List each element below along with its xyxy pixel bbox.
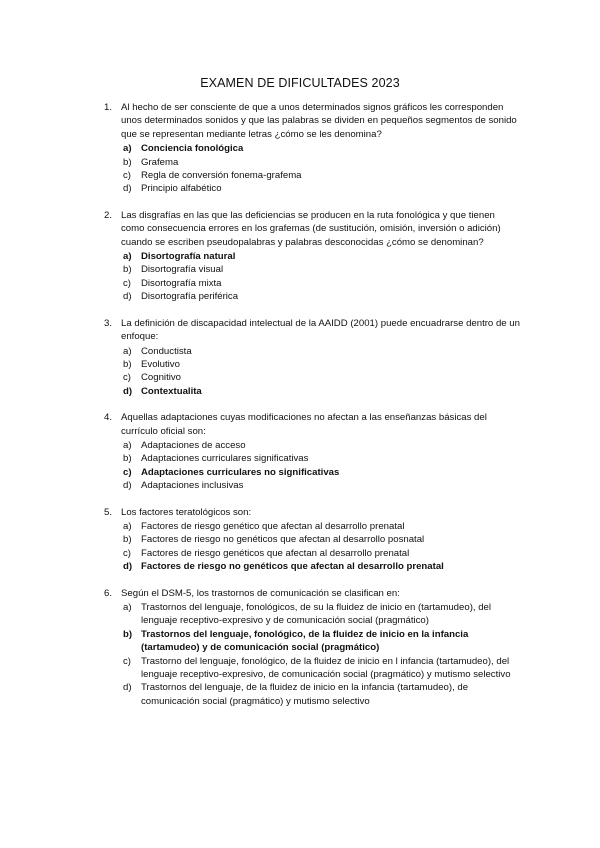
option-list bbox=[100, 601, 520, 708]
option-letter: b) bbox=[123, 264, 132, 276]
option-text: Principio alfabético bbox=[141, 183, 222, 195]
question-number: 1. bbox=[104, 102, 113, 113]
option-letter: b) bbox=[123, 628, 133, 640]
option-letter: b) bbox=[123, 358, 132, 370]
option-text: Factores de riesgo genéticos que afectan al desarrollo prenatal bbox=[141, 547, 410, 559]
option-list bbox=[100, 250, 520, 304]
answer-option bbox=[100, 533, 520, 546]
option-letter: a) bbox=[123, 345, 132, 357]
answer-option bbox=[100, 452, 520, 465]
option-text: Cognitivo bbox=[141, 372, 181, 384]
question-text: Las disgrafías en las que las deficiencias se producen en la ruta fonológica y que tienen como consecuencia errores en los grafemas (de sustitución, omisión, inversión o adición) cuando se escriben pseudopalabras y palabras desconocidas ¿cómo se denominan? bbox=[121, 209, 501, 248]
option-letter: a) bbox=[123, 439, 132, 451]
answer-option bbox=[100, 655, 520, 682]
answer-option bbox=[100, 681, 520, 708]
option-letter: d) bbox=[123, 561, 133, 573]
option-text: Disortografía natural bbox=[141, 251, 236, 263]
answer-option bbox=[100, 169, 520, 182]
question-item bbox=[100, 101, 520, 196]
option-letter: d) bbox=[123, 385, 133, 397]
option-list bbox=[100, 439, 520, 493]
question-text: La definición de discapacidad intelectual de la AAIDD (2001) puede encuadrarse dentro de un enfoque: bbox=[121, 317, 520, 343]
answer-option bbox=[100, 358, 520, 371]
answer-option bbox=[100, 601, 520, 628]
option-letter: d) bbox=[123, 291, 132, 303]
answer-option bbox=[100, 520, 520, 533]
answer-option-correct bbox=[100, 385, 520, 398]
option-text: Disortografía periférica bbox=[141, 291, 239, 303]
option-letter: a) bbox=[123, 251, 132, 263]
option-letter: d) bbox=[123, 183, 132, 195]
answer-option-correct bbox=[100, 466, 520, 479]
option-text: Conductista bbox=[141, 345, 192, 357]
question-text: Aquellas adaptaciones cuyas modificaciones no afectan a las enseñanzas básicas del currículo oficial son: bbox=[121, 412, 487, 437]
option-letter: c) bbox=[123, 547, 131, 559]
option-letter: b) bbox=[123, 534, 132, 546]
question-number: 4. bbox=[104, 412, 113, 424]
option-text: Trastorno del lenguaje, fonológico, de la fluidez de inicio en l infancia (tartamudeo), del lenguaje receptivo-expresivo, de comunicación social (pragmático) y mutismo selectivo bbox=[141, 655, 511, 681]
option-text: Disortografía mixta bbox=[141, 277, 222, 289]
question-text: Según el DSM-5, los trastornos de comunicación se clasifican en: bbox=[121, 587, 400, 599]
option-text: Grafema bbox=[141, 156, 179, 168]
option-text: Regla de conversión fonema-grafema bbox=[141, 170, 302, 182]
option-text: Evolutivo bbox=[141, 358, 180, 370]
answer-option-correct bbox=[100, 560, 520, 573]
option-list bbox=[100, 142, 520, 196]
answer-option bbox=[100, 371, 520, 384]
option-letter: d) bbox=[123, 682, 132, 694]
option-text: Trastornos del lenguaje, fonológico, de la fluidez de inicio en la infancia (tartamudeo) y de comunicación social (pragmático) bbox=[141, 628, 469, 654]
option-text: Disortografía visual bbox=[141, 264, 224, 276]
question-item bbox=[100, 587, 520, 709]
option-text: Contextualita bbox=[141, 385, 202, 397]
question-text: Al hecho de ser consciente de que a unos determinados signos gráficos les corresponden unos determinados sonidos y que las palabras se dividen en pequeños segmentos de sonido que se representan mediante letras ¿cómo se les denomina? bbox=[121, 102, 517, 140]
option-text: Factores de riesgo genético que afectan al desarrollo prenatal bbox=[141, 520, 405, 532]
option-text: Trastornos del lenguaje, fonológicos, de su la fluidez de inicio en (tartamudeo), del lenguaje receptivo-expresivo y de comunicación social (pragmático) bbox=[141, 602, 492, 627]
answer-option bbox=[100, 479, 520, 492]
question-item bbox=[100, 411, 520, 492]
question-item bbox=[100, 317, 520, 398]
answer-option bbox=[100, 290, 520, 303]
question-list bbox=[100, 101, 520, 721]
answer-option bbox=[100, 345, 520, 358]
option-text: Conciencia fonológica bbox=[141, 143, 244, 155]
option-letter: a) bbox=[123, 602, 132, 613]
option-letter: c) bbox=[123, 655, 131, 667]
option-text: Adaptaciones de acceso bbox=[141, 439, 246, 451]
option-text: Adaptaciones curriculares significativas bbox=[141, 453, 309, 465]
page-title: EXAMEN DE DIFICULTADES 2023 bbox=[200, 76, 400, 90]
answer-option bbox=[100, 182, 520, 195]
option-text: Factores de riesgo no genéticos que afectan al desarrollo prenatal bbox=[141, 561, 444, 573]
option-text: Adaptaciones curriculares no significativas bbox=[141, 466, 340, 478]
option-letter: d) bbox=[123, 480, 132, 492]
option-letter: c) bbox=[123, 170, 131, 182]
answer-option bbox=[100, 547, 520, 560]
answer-option bbox=[100, 439, 520, 452]
question-item bbox=[100, 209, 520, 304]
option-list bbox=[100, 345, 520, 399]
option-letter: c) bbox=[123, 372, 131, 384]
option-text: Factores de riesgo no genéticos que afectan al desarrollo posnatal bbox=[141, 534, 425, 546]
option-list bbox=[100, 520, 520, 574]
question-number: 5. bbox=[104, 506, 113, 518]
question-number: 2. bbox=[104, 209, 113, 221]
option-letter: a) bbox=[123, 143, 132, 155]
option-text: Adaptaciones inclusivas bbox=[141, 480, 244, 492]
answer-option-correct bbox=[100, 628, 520, 655]
question-text: Los factores teratológicos son: bbox=[121, 506, 252, 518]
option-letter: a) bbox=[123, 520, 132, 532]
answer-option-correct bbox=[100, 250, 520, 263]
question-item bbox=[100, 506, 520, 574]
option-letter: c) bbox=[123, 277, 131, 289]
option-text: Trastornos del lenguaje, de la fluidez de inicio en la infancia (tartamudeo), de comunicación social (pragmático) y mutismo selectivo bbox=[141, 682, 469, 707]
answer-option bbox=[100, 277, 520, 290]
question-number: 3. bbox=[104, 317, 113, 329]
option-letter: c) bbox=[123, 466, 132, 478]
answer-option bbox=[100, 156, 520, 169]
answer-option-correct bbox=[100, 142, 520, 155]
option-letter: b) bbox=[123, 156, 132, 168]
answer-option bbox=[100, 263, 520, 276]
option-letter: b) bbox=[123, 453, 132, 465]
question-number: 6. bbox=[104, 587, 113, 599]
